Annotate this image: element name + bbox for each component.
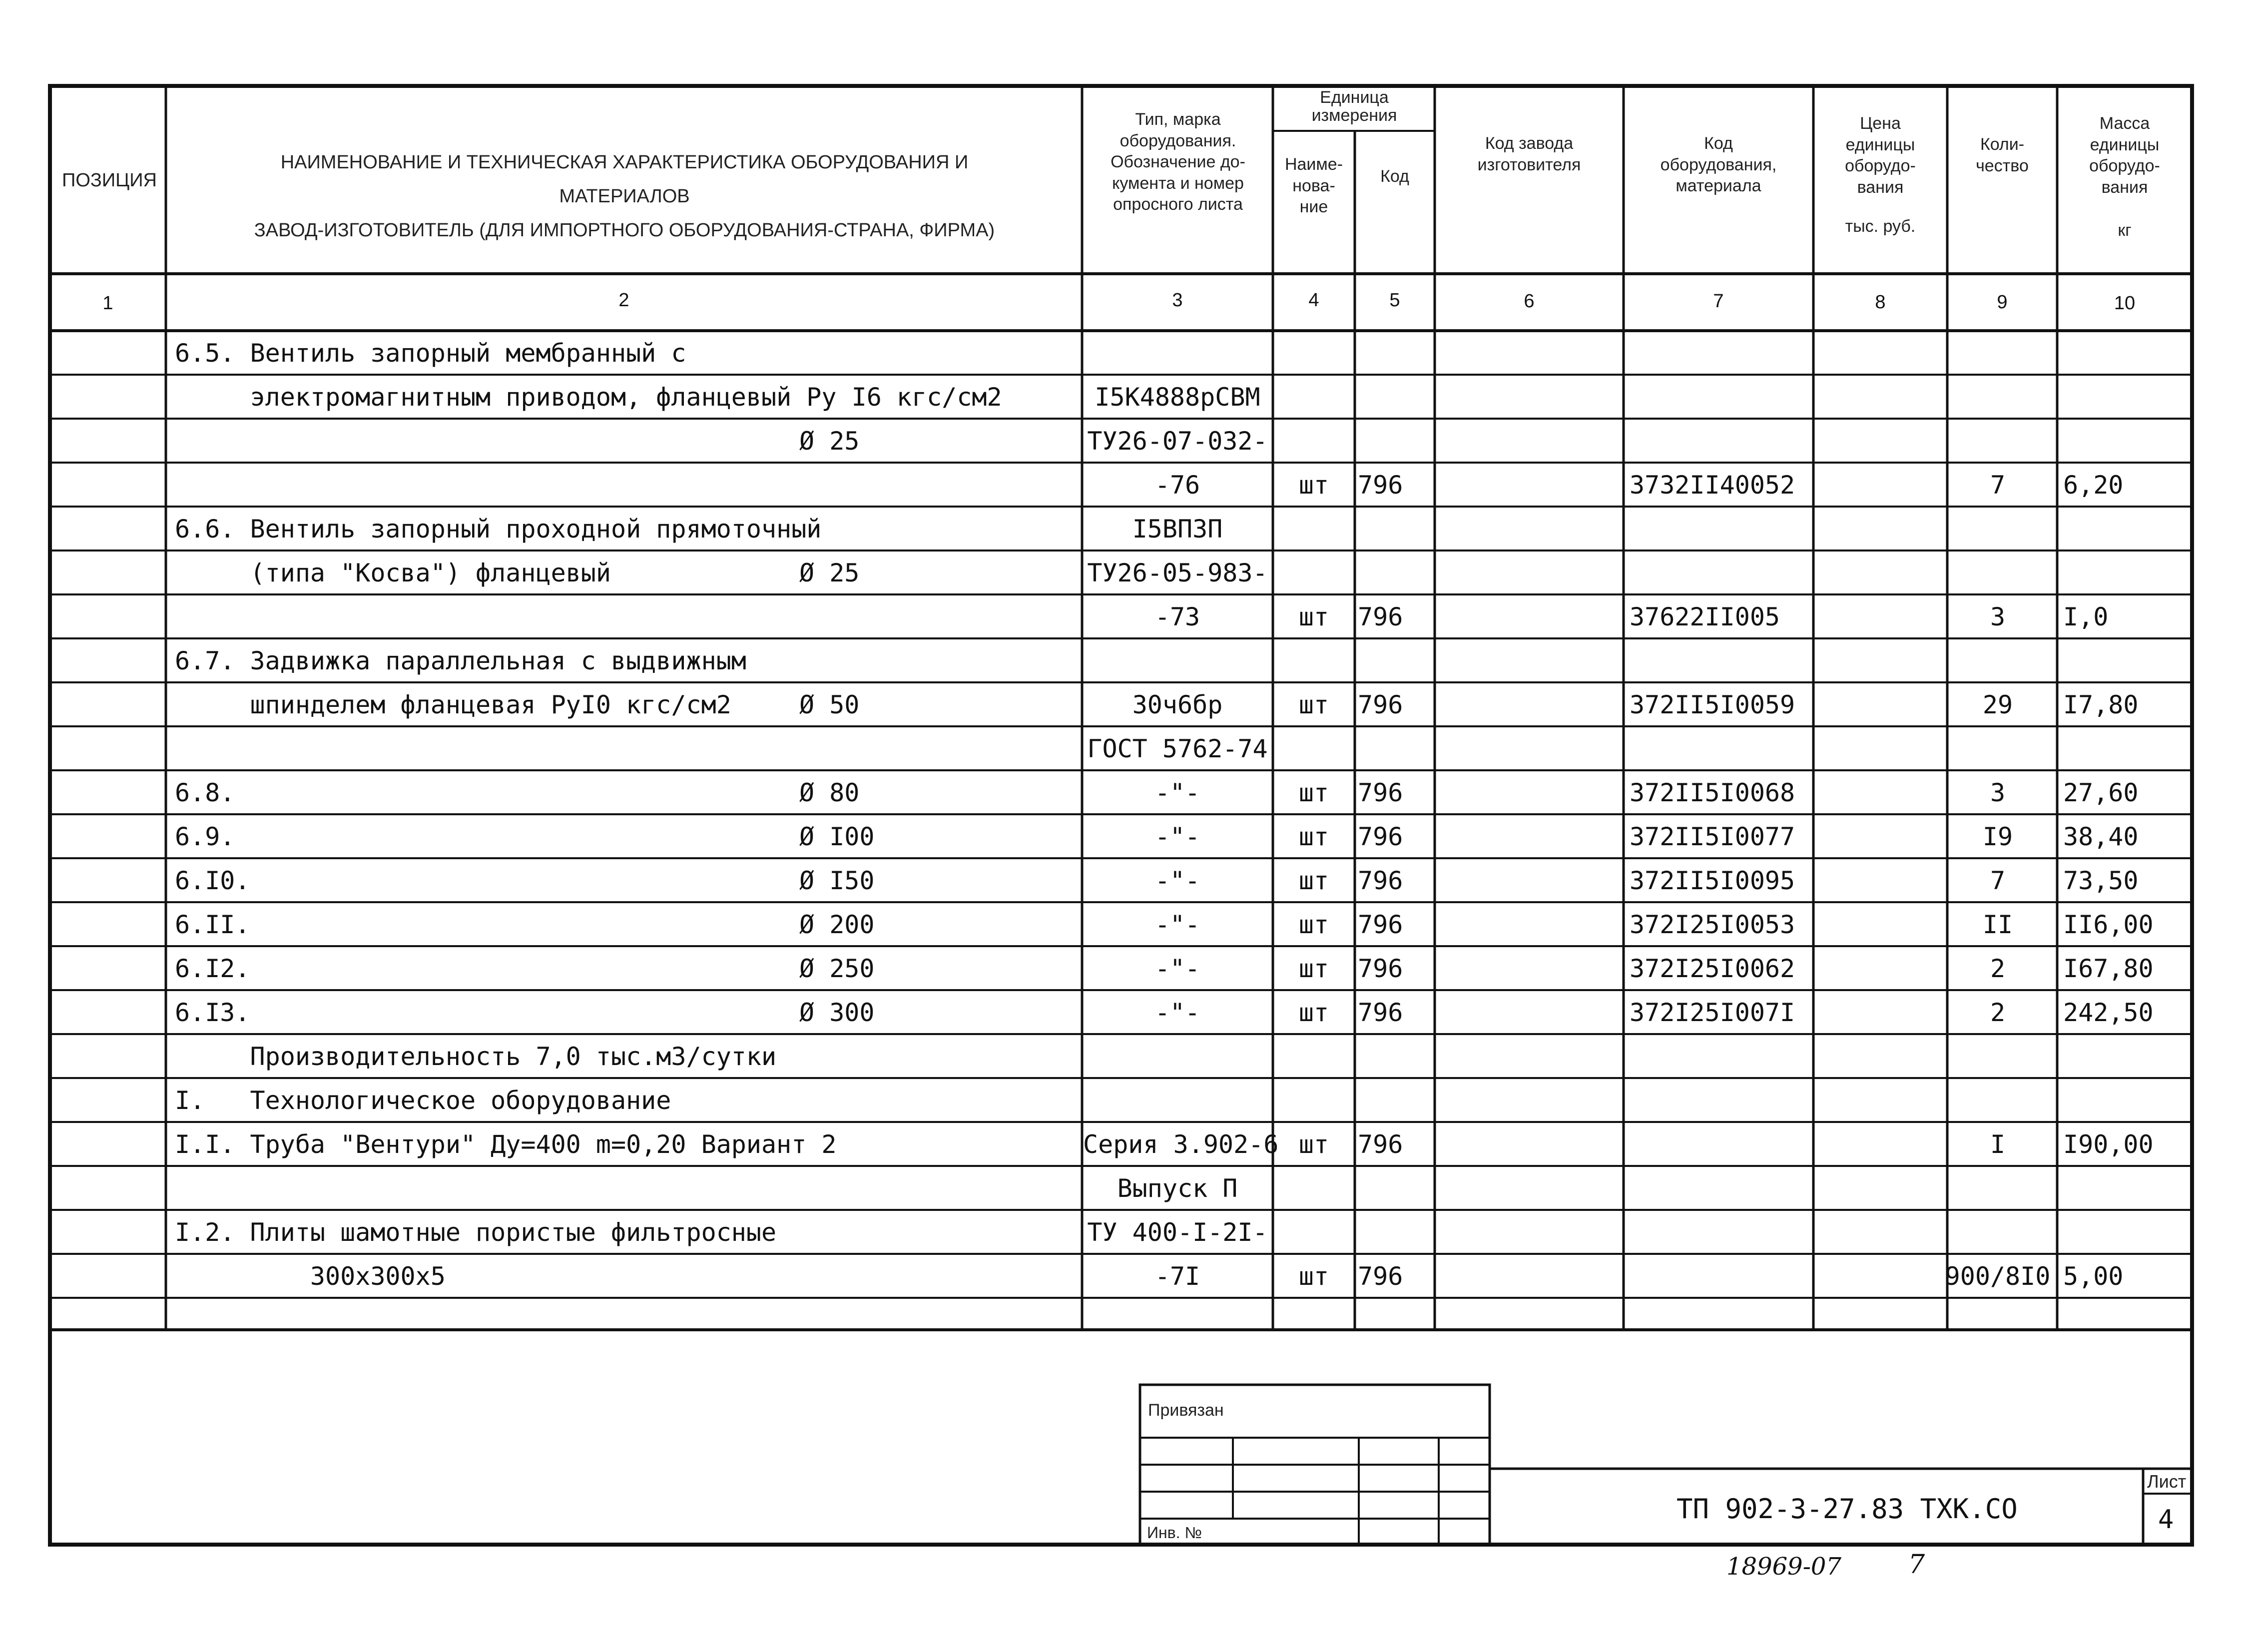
header-price-unit: тыс. руб. [1845, 217, 1916, 236]
cell-diameter: Ø 80 [799, 778, 860, 807]
cell-type: -"- [1154, 954, 1200, 983]
header-equip-code-line: Код [1704, 134, 1733, 153]
table-row [0, 770, 2242, 814]
header-qty-line: Коли- [1980, 135, 2025, 154]
col-number: 7 [1713, 291, 1724, 312]
cell-unit-name: шт [1298, 866, 1329, 895]
cell-type: -76 [1154, 471, 1200, 500]
cell-equipment-code: 3732II40052 [1630, 471, 1795, 500]
cell-name: 6.II. [175, 910, 250, 939]
cell-name: электромагнитным приводом, фланцевый Ру I6 кгс/см2 [175, 383, 1002, 412]
cell-quantity: II [1982, 910, 2013, 939]
cell-unit-name: шт [1298, 471, 1329, 500]
handwritten-number: 18969-07 [1726, 1553, 1841, 1581]
header-mass-unit: кг [2118, 221, 2132, 240]
cell-name: 6.I0. [175, 866, 250, 895]
cell-equipment-code: 37622II005 [1630, 602, 1780, 631]
cell-unit-name: шт [1298, 1130, 1329, 1159]
header-unit-code: Код [1380, 167, 1409, 186]
header-price-line: единицы [1845, 135, 1915, 154]
cell-type: ТУ26-07-032- [1087, 427, 1268, 456]
header-type-line: кумента и номер [1112, 173, 1244, 193]
stamp-privyazan: Привязан [1148, 1401, 1224, 1420]
cell-mass: 73,50 [2063, 866, 2139, 895]
cell-unit-code: 796 [1358, 602, 1403, 631]
header-type-line: Обозначение до- [1111, 152, 1245, 171]
header-price-line: оборудо- [1845, 156, 1916, 175]
header-equip-code-line: материала [1676, 176, 1761, 195]
cell-diameter: Ø 25 [799, 427, 860, 456]
cell-type: -"- [1154, 910, 1200, 939]
cell-name: 6.5. Вентиль запорный мембранный с [175, 339, 686, 368]
header-type-line: опросного листа [1113, 195, 1243, 214]
table-row [0, 902, 2242, 946]
cell-unit-code: 796 [1358, 1262, 1403, 1291]
stamp-sheet-number: 4 [2158, 1505, 2174, 1535]
cell-name: 6.9. [175, 822, 235, 851]
cell-quantity: I9 [1982, 822, 2013, 851]
cell-equipment-code: 372II5I0077 [1630, 822, 1795, 851]
cell-name: I. Технологическое оборудование [175, 1086, 671, 1115]
cell-type: ГОСТ 5762-74 [1087, 734, 1268, 763]
cell-equipment-code: 372I25I0053 [1630, 910, 1795, 939]
cell-type: ТУ 400-I-2I- [1087, 1218, 1268, 1247]
cell-name: Производительность 7,0 тыс.м3/сутки [175, 1042, 777, 1071]
cell-name: 6.I3. [175, 998, 250, 1027]
table-row [0, 507, 2242, 551]
header-plant-code-line: Код завода [1485, 134, 1574, 153]
table-row [0, 1034, 2242, 1078]
cell-unit-name: шт [1298, 954, 1329, 983]
cell-unit-code: 796 [1358, 954, 1403, 983]
header-mass-line: вания [2101, 177, 2148, 197]
table-row [0, 1254, 2242, 1298]
cell-name: шпинделем фланцевая РуI0 кгс/см2 [175, 690, 731, 719]
cell-unit-code: 796 [1358, 778, 1403, 807]
cell-equipment-code: 372II5I0095 [1630, 866, 1795, 895]
table-row [0, 463, 2242, 507]
cell-type: Серия 3.902-6 [1083, 1130, 1279, 1159]
table-row [0, 638, 2242, 682]
header-price [1815, 113, 1945, 198]
cell-unit-code: 796 [1358, 690, 1403, 719]
cell-unit-code: 796 [1358, 822, 1403, 851]
cell-diameter: Ø 300 [799, 998, 875, 1027]
header-mass-line: оборудо- [2089, 156, 2160, 175]
cell-equipment-code: 372II5I0059 [1630, 690, 1795, 719]
table-row [0, 1078, 2242, 1122]
cell-unit-name: шт [1298, 910, 1329, 939]
table-row [0, 814, 2242, 858]
stamp-inventory-number: Инв. № [1147, 1524, 1202, 1542]
cell-diameter: Ø 250 [799, 954, 875, 983]
header-mass-line: единицы [2090, 135, 2160, 154]
cell-type: 30ч6бр [1132, 690, 1223, 719]
header-unit-name-line: ние [1299, 197, 1328, 216]
cell-type: ТУ26-05-983- [1087, 558, 1268, 587]
stamp-document-designation: ТП 902-3-27.83 ТХК.СО [1677, 1493, 2018, 1525]
cell-type: -"- [1154, 998, 1200, 1027]
col-number: 9 [1997, 292, 2008, 313]
cell-equipment-code: 372I25I007I [1630, 998, 1795, 1027]
cell-quantity: 29 [1982, 690, 2013, 719]
cell-name: 6.6. Вентиль запорный проходной прямоточный [175, 515, 822, 544]
cell-unit-code: 796 [1358, 910, 1403, 939]
cell-quantity: 2 [1990, 998, 2006, 1027]
table-row [0, 1210, 2242, 1254]
header-qty-line: чество [1976, 156, 2029, 175]
header-qty [1949, 134, 2055, 176]
cell-quantity: 7 [1990, 471, 2006, 500]
cell-unit-name: шт [1298, 778, 1329, 807]
cell-equipment-code: 372II5I0068 [1630, 778, 1795, 807]
cell-quantity: 3 [1990, 778, 2006, 807]
header-price-line: Цена [1860, 114, 1901, 133]
cell-unit-code: 796 [1358, 1130, 1403, 1159]
cell-diameter: Ø I50 [799, 866, 875, 895]
table-row [0, 1122, 2242, 1166]
cell-name: I.I. Труба "Вентури" Ду=400 m=0,20 Вариант 2 [175, 1130, 837, 1159]
cell-diameter: Ø 25 [799, 558, 860, 587]
cell-mass: 5,00 [2063, 1262, 2124, 1291]
cell-name: I.2. Плиты шамотные пористые фильтросные [175, 1218, 777, 1247]
cell-mass: 242,50 [2063, 998, 2154, 1027]
cell-type: -73 [1154, 602, 1200, 631]
col-number: 3 [1172, 290, 1183, 311]
header-price-line: вания [1857, 177, 1904, 197]
cell-name: 6.7. Задвижка параллельная с выдвижным [175, 646, 746, 675]
table-row [0, 1166, 2242, 1210]
cell-quantity: 2 [1990, 954, 2006, 983]
cell-quantity: 3 [1990, 602, 2006, 631]
header-unit: Единица измерения [1311, 88, 1397, 125]
header-plant-code-line: изготовителя [1477, 155, 1581, 174]
cell-type: I5К4888рСВМ [1095, 383, 1260, 412]
cell-mass: II6,00 [2063, 910, 2154, 939]
table-row [0, 375, 2242, 419]
header-mass [2059, 113, 2190, 198]
header-unit-name [1275, 154, 1353, 218]
cell-name: 6.8. [175, 778, 235, 807]
cell-unit-code: 796 [1358, 866, 1403, 895]
cell-type: -"- [1154, 866, 1200, 895]
cell-quantity: I [1990, 1130, 2006, 1159]
header-type-line: Тип, марка [1135, 110, 1221, 129]
cell-unit-name: шт [1298, 602, 1329, 631]
cell-mass: I7,80 [2063, 690, 2139, 719]
cell-quantity: 7 [1990, 866, 2006, 895]
handwritten-number-2: 7 [1908, 1550, 1925, 1580]
cell-diameter: Ø 200 [799, 910, 875, 939]
cell-unit-name: шт [1298, 998, 1329, 1027]
table-row [0, 858, 2242, 902]
table-row [0, 990, 2242, 1034]
cell-unit-name: шт [1298, 1262, 1329, 1291]
header-equip-code-line: оборудования, [1660, 155, 1777, 174]
header-plant-code [1438, 133, 1621, 175]
col-number: 6 [1524, 291, 1535, 312]
cell-type: -7I [1154, 1262, 1200, 1291]
header-name-line1: НАИМЕНОВАНИЕ И ТЕХНИЧЕСКАЯ ХАРАКТЕРИСТИКА ОБОРУДОВАНИЯ И [280, 152, 969, 173]
cell-name: (типа "Косва") фланцевый [175, 558, 611, 587]
header-name-line3: ЗАВОД-ИЗГОТОВИТЕЛЬ (ДЛЯ ИМПОРТНОГО ОБОРУДОВАНИЯ-СТРАНА, ФИРМА) [254, 220, 995, 241]
cell-type: -"- [1154, 778, 1200, 807]
col-number: 2 [618, 290, 629, 311]
cell-unit-name: шт [1298, 690, 1329, 719]
cell-unit-code: 796 [1358, 471, 1403, 500]
cell-type: Выпуск П [1117, 1174, 1238, 1203]
cell-name: 6.I2. [175, 954, 250, 983]
cell-mass: I,0 [2063, 602, 2109, 631]
header-mass-line: Масса [2099, 114, 2150, 133]
cell-diameter: Ø 50 [799, 690, 860, 719]
header-position: ПОЗИЦИЯ [62, 170, 157, 191]
table-row [0, 419, 2242, 463]
stamp-sheet-label: Лист [2147, 1471, 2187, 1492]
cell-mass: I90,00 [2063, 1130, 2154, 1159]
table-row [0, 551, 2242, 594]
table-row [0, 682, 2242, 726]
header-unit-name-line: нова- [1292, 176, 1335, 195]
cell-name: 300х300х5 [175, 1262, 446, 1291]
cell-type: I5ВП3П [1132, 515, 1223, 544]
cell-quantity: 900/8I0 [1945, 1262, 2051, 1291]
table-row [0, 726, 2242, 770]
col-number: 10 [2114, 293, 2136, 314]
cell-mass: 6,20 [2063, 471, 2124, 500]
col-number: 4 [1308, 290, 1319, 311]
table-row [0, 594, 2242, 638]
cell-unit-name: шт [1298, 822, 1329, 851]
cell-unit-code: 796 [1358, 998, 1403, 1027]
header-equip-code [1627, 133, 1810, 197]
cell-mass: I67,80 [2063, 954, 2154, 983]
col-number: 1 [102, 293, 113, 314]
header-type [1085, 109, 1271, 215]
col-number: 5 [1389, 290, 1400, 311]
table-row [0, 331, 2242, 375]
cell-equipment-code: 372I25I0062 [1630, 954, 1795, 983]
header-name-line2: МАТЕРИАЛОВ [559, 186, 690, 207]
col-number: 8 [1875, 292, 1886, 313]
cell-diameter: Ø I00 [799, 822, 875, 851]
header-unit-name-line: Наиме- [1284, 155, 1343, 174]
cell-type: -"- [1154, 822, 1200, 851]
table-row [0, 946, 2242, 990]
header-type-line: оборудования. [1120, 131, 1236, 150]
cell-mass: 38,40 [2063, 822, 2139, 851]
cell-mass: 27,60 [2063, 778, 2139, 807]
